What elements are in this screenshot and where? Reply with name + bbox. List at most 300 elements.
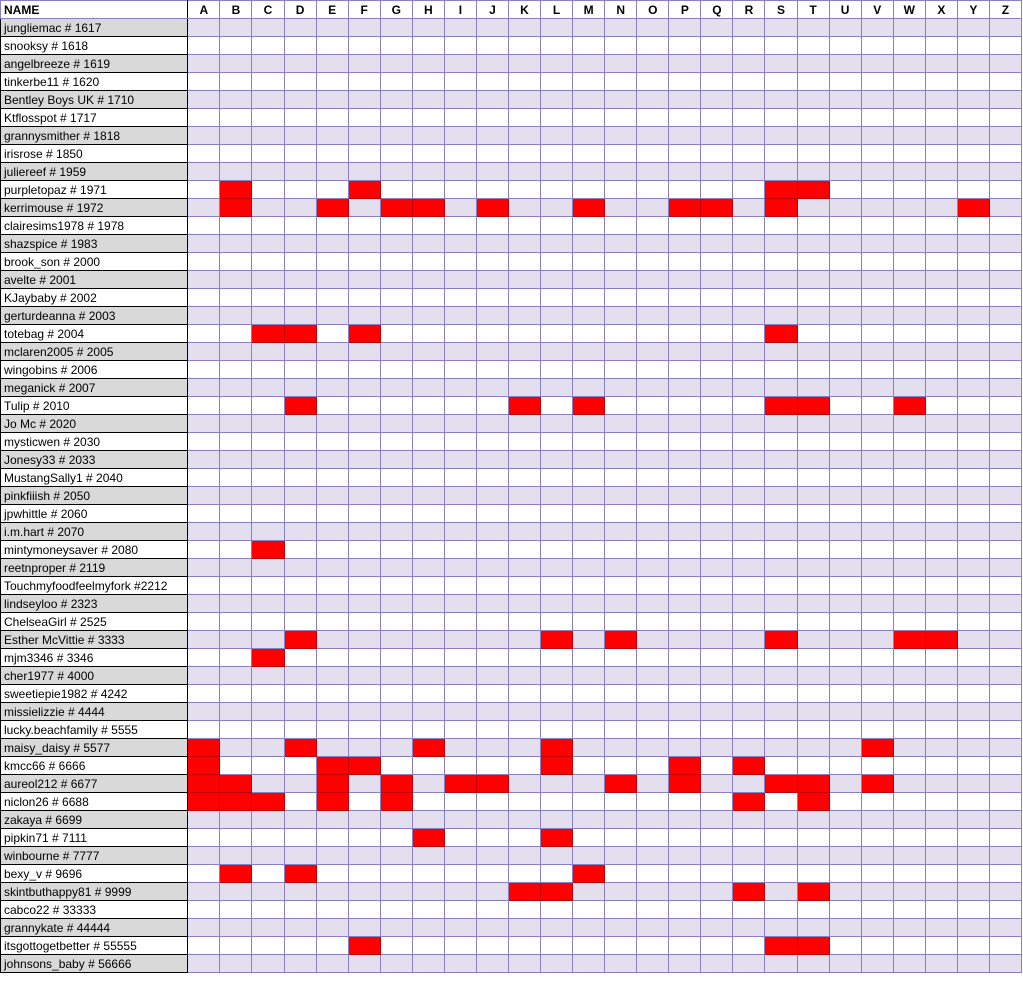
marked-cell[interactable]: [541, 883, 573, 901]
grid-cell[interactable]: [637, 829, 669, 847]
grid-cell[interactable]: [829, 523, 861, 541]
marked-cell[interactable]: [893, 631, 925, 649]
grid-cell[interactable]: [188, 865, 220, 883]
grid-cell[interactable]: [284, 37, 316, 55]
grid-cell[interactable]: [669, 649, 701, 667]
grid-cell[interactable]: [829, 145, 861, 163]
grid-cell[interactable]: [733, 667, 765, 685]
grid-cell[interactable]: [957, 19, 989, 37]
grid-cell[interactable]: [669, 937, 701, 955]
participant-name[interactable]: wingobins # 2006: [1, 361, 188, 379]
grid-cell[interactable]: [508, 433, 540, 451]
grid-cell[interactable]: [669, 289, 701, 307]
grid-cell[interactable]: [925, 865, 957, 883]
grid-cell[interactable]: [284, 523, 316, 541]
grid-cell[interactable]: [605, 937, 637, 955]
grid-cell[interactable]: [861, 955, 893, 973]
grid-cell[interactable]: [637, 883, 669, 901]
grid-cell[interactable]: [829, 865, 861, 883]
grid-cell[interactable]: [733, 559, 765, 577]
grid-cell[interactable]: [925, 307, 957, 325]
grid-cell[interactable]: [188, 415, 220, 433]
grid-cell[interactable]: [861, 757, 893, 775]
grid-cell[interactable]: [637, 469, 669, 487]
grid-cell[interactable]: [412, 343, 444, 361]
participant-name[interactable]: totebag # 2004: [1, 325, 188, 343]
grid-cell[interactable]: [284, 217, 316, 235]
marked-cell[interactable]: [412, 829, 444, 847]
grid-cell[interactable]: [220, 739, 252, 757]
grid-cell[interactable]: [957, 829, 989, 847]
marked-cell[interactable]: [573, 865, 605, 883]
grid-cell[interactable]: [893, 793, 925, 811]
grid-cell[interactable]: [989, 55, 1021, 73]
marked-cell[interactable]: [669, 757, 701, 775]
grid-cell[interactable]: [701, 649, 733, 667]
grid-cell[interactable]: [220, 955, 252, 973]
grid-cell[interactable]: [957, 469, 989, 487]
grid-cell[interactable]: [252, 253, 284, 271]
grid-cell[interactable]: [989, 217, 1021, 235]
grid-cell[interactable]: [605, 145, 637, 163]
grid-cell[interactable]: [541, 217, 573, 235]
grid-cell[interactable]: [476, 505, 508, 523]
grid-cell[interactable]: [444, 631, 476, 649]
grid-cell[interactable]: [508, 181, 540, 199]
grid-cell[interactable]: [701, 703, 733, 721]
grid-cell[interactable]: [829, 199, 861, 217]
grid-cell[interactable]: [637, 19, 669, 37]
grid-cell[interactable]: [476, 559, 508, 577]
grid-cell[interactable]: [573, 469, 605, 487]
grid-cell[interactable]: [669, 217, 701, 235]
grid-cell[interactable]: [605, 307, 637, 325]
grid-cell[interactable]: [605, 703, 637, 721]
grid-cell[interactable]: [733, 145, 765, 163]
grid-cell[interactable]: [348, 271, 380, 289]
grid-cell[interactable]: [925, 883, 957, 901]
grid-cell[interactable]: [989, 541, 1021, 559]
grid-cell[interactable]: [957, 865, 989, 883]
grid-cell[interactable]: [637, 397, 669, 415]
grid-cell[interactable]: [669, 127, 701, 145]
grid-cell[interactable]: [348, 19, 380, 37]
grid-cell[interactable]: [893, 757, 925, 775]
grid-cell[interactable]: [829, 631, 861, 649]
grid-cell[interactable]: [573, 649, 605, 667]
grid-cell[interactable]: [188, 163, 220, 181]
grid-cell[interactable]: [508, 271, 540, 289]
marked-cell[interactable]: [765, 397, 797, 415]
grid-cell[interactable]: [893, 847, 925, 865]
grid-cell[interactable]: [316, 451, 348, 469]
grid-cell[interactable]: [605, 73, 637, 91]
grid-cell[interactable]: [573, 811, 605, 829]
grid-cell[interactable]: [925, 217, 957, 235]
grid-cell[interactable]: [476, 649, 508, 667]
grid-cell[interactable]: [508, 199, 540, 217]
marked-cell[interactable]: [284, 397, 316, 415]
grid-cell[interactable]: [989, 685, 1021, 703]
grid-cell[interactable]: [925, 91, 957, 109]
grid-cell[interactable]: [893, 109, 925, 127]
grid-cell[interactable]: [605, 253, 637, 271]
grid-cell[interactable]: [989, 73, 1021, 91]
grid-cell[interactable]: [765, 721, 797, 739]
grid-cell[interactable]: [925, 811, 957, 829]
grid-cell[interactable]: [444, 91, 476, 109]
grid-cell[interactable]: [765, 37, 797, 55]
grid-cell[interactable]: [829, 703, 861, 721]
grid-cell[interactable]: [861, 199, 893, 217]
column-header-q[interactable]: Q: [701, 1, 733, 19]
grid-cell[interactable]: [637, 307, 669, 325]
grid-cell[interactable]: [444, 433, 476, 451]
grid-cell[interactable]: [669, 685, 701, 703]
grid-cell[interactable]: [989, 19, 1021, 37]
grid-cell[interactable]: [188, 685, 220, 703]
grid-cell[interactable]: [893, 307, 925, 325]
grid-cell[interactable]: [476, 415, 508, 433]
grid-cell[interactable]: [541, 541, 573, 559]
grid-cell[interactable]: [829, 595, 861, 613]
grid-cell[interactable]: [380, 739, 412, 757]
grid-cell[interactable]: [348, 919, 380, 937]
participant-name[interactable]: niclon26 # 6688: [1, 793, 188, 811]
grid-cell[interactable]: [733, 397, 765, 415]
grid-cell[interactable]: [797, 145, 829, 163]
grid-cell[interactable]: [637, 163, 669, 181]
grid-cell[interactable]: [316, 325, 348, 343]
grid-cell[interactable]: [605, 199, 637, 217]
grid-cell[interactable]: [829, 847, 861, 865]
grid-cell[interactable]: [637, 577, 669, 595]
grid-cell[interactable]: [188, 919, 220, 937]
grid-cell[interactable]: [444, 109, 476, 127]
grid-cell[interactable]: [476, 631, 508, 649]
grid-cell[interactable]: [989, 793, 1021, 811]
grid-cell[interactable]: [252, 91, 284, 109]
grid-cell[interactable]: [797, 865, 829, 883]
grid-cell[interactable]: [508, 865, 540, 883]
grid-cell[interactable]: [348, 415, 380, 433]
grid-cell[interactable]: [316, 721, 348, 739]
grid-cell[interactable]: [733, 415, 765, 433]
grid-cell[interactable]: [380, 847, 412, 865]
grid-cell[interactable]: [797, 577, 829, 595]
grid-cell[interactable]: [252, 955, 284, 973]
grid-cell[interactable]: [637, 217, 669, 235]
grid-cell[interactable]: [957, 433, 989, 451]
grid-cell[interactable]: [637, 289, 669, 307]
grid-cell[interactable]: [925, 55, 957, 73]
grid-cell[interactable]: [701, 19, 733, 37]
grid-cell[interactable]: [861, 307, 893, 325]
grid-cell[interactable]: [476, 685, 508, 703]
grid-cell[interactable]: [348, 199, 380, 217]
grid-cell[interactable]: [957, 415, 989, 433]
grid-cell[interactable]: [284, 559, 316, 577]
grid-cell[interactable]: [893, 55, 925, 73]
grid-cell[interactable]: [316, 235, 348, 253]
grid-cell[interactable]: [701, 865, 733, 883]
grid-cell[interactable]: [733, 775, 765, 793]
grid-cell[interactable]: [348, 343, 380, 361]
grid-cell[interactable]: [861, 883, 893, 901]
grid-cell[interactable]: [893, 73, 925, 91]
grid-cell[interactable]: [220, 757, 252, 775]
grid-cell[interactable]: [733, 19, 765, 37]
marked-cell[interactable]: [573, 397, 605, 415]
grid-cell[interactable]: [188, 217, 220, 235]
grid-cell[interactable]: [829, 487, 861, 505]
grid-cell[interactable]: [444, 487, 476, 505]
grid-cell[interactable]: [957, 937, 989, 955]
grid-cell[interactable]: [829, 307, 861, 325]
grid-cell[interactable]: [188, 55, 220, 73]
grid-cell[interactable]: [605, 523, 637, 541]
grid-cell[interactable]: [412, 325, 444, 343]
grid-cell[interactable]: [893, 811, 925, 829]
grid-cell[interactable]: [637, 37, 669, 55]
grid-cell[interactable]: [412, 721, 444, 739]
grid-cell[interactable]: [412, 505, 444, 523]
grid-cell[interactable]: [412, 523, 444, 541]
grid-cell[interactable]: [348, 667, 380, 685]
grid-cell[interactable]: [573, 901, 605, 919]
grid-cell[interactable]: [669, 109, 701, 127]
grid-cell[interactable]: [316, 55, 348, 73]
grid-cell[interactable]: [957, 343, 989, 361]
grid-cell[interactable]: [701, 901, 733, 919]
grid-cell[interactable]: [284, 55, 316, 73]
grid-cell[interactable]: [541, 253, 573, 271]
grid-cell[interactable]: [508, 217, 540, 235]
grid-cell[interactable]: [957, 271, 989, 289]
grid-cell[interactable]: [925, 595, 957, 613]
grid-cell[interactable]: [925, 289, 957, 307]
grid-cell[interactable]: [188, 649, 220, 667]
grid-cell[interactable]: [893, 667, 925, 685]
marked-cell[interactable]: [284, 865, 316, 883]
grid-cell[interactable]: [989, 613, 1021, 631]
participant-name[interactable]: winbourne # 7777: [1, 847, 188, 865]
grid-cell[interactable]: [957, 559, 989, 577]
grid-cell[interactable]: [252, 613, 284, 631]
grid-cell[interactable]: [637, 919, 669, 937]
grid-cell[interactable]: [220, 361, 252, 379]
grid-cell[interactable]: [829, 361, 861, 379]
grid-cell[interactable]: [669, 523, 701, 541]
grid-cell[interactable]: [348, 631, 380, 649]
column-header-r[interactable]: R: [733, 1, 765, 19]
grid-cell[interactable]: [669, 847, 701, 865]
grid-cell[interactable]: [380, 91, 412, 109]
grid-cell[interactable]: [476, 37, 508, 55]
grid-cell[interactable]: [701, 847, 733, 865]
grid-cell[interactable]: [252, 307, 284, 325]
grid-cell[interactable]: [605, 739, 637, 757]
grid-cell[interactable]: [829, 433, 861, 451]
grid-cell[interactable]: [508, 145, 540, 163]
grid-cell[interactable]: [444, 199, 476, 217]
grid-cell[interactable]: [252, 631, 284, 649]
grid-cell[interactable]: [861, 559, 893, 577]
grid-cell[interactable]: [252, 199, 284, 217]
grid-cell[interactable]: [893, 253, 925, 271]
grid-cell[interactable]: [925, 505, 957, 523]
grid-cell[interactable]: [605, 235, 637, 253]
grid-cell[interactable]: [508, 667, 540, 685]
grid-cell[interactable]: [861, 937, 893, 955]
column-header-c[interactable]: C: [252, 1, 284, 19]
grid-cell[interactable]: [284, 793, 316, 811]
grid-cell[interactable]: [476, 829, 508, 847]
grid-cell[interactable]: [252, 289, 284, 307]
grid-cell[interactable]: [573, 415, 605, 433]
grid-cell[interactable]: [957, 307, 989, 325]
column-header-j[interactable]: J: [476, 1, 508, 19]
grid-cell[interactable]: [925, 523, 957, 541]
grid-cell[interactable]: [765, 451, 797, 469]
participant-name[interactable]: Esther McVittie # 3333: [1, 631, 188, 649]
grid-cell[interactable]: [252, 685, 284, 703]
grid-cell[interactable]: [797, 739, 829, 757]
grid-cell[interactable]: [797, 235, 829, 253]
marked-cell[interactable]: [765, 199, 797, 217]
grid-cell[interactable]: [573, 109, 605, 127]
grid-cell[interactable]: [380, 217, 412, 235]
grid-cell[interactable]: [380, 379, 412, 397]
grid-cell[interactable]: [605, 505, 637, 523]
grid-cell[interactable]: [220, 901, 252, 919]
grid-cell[interactable]: [637, 199, 669, 217]
grid-cell[interactable]: [701, 415, 733, 433]
grid-cell[interactable]: [188, 397, 220, 415]
marked-cell[interactable]: [765, 775, 797, 793]
grid-cell[interactable]: [252, 577, 284, 595]
grid-cell[interactable]: [605, 559, 637, 577]
grid-cell[interactable]: [508, 631, 540, 649]
grid-cell[interactable]: [444, 217, 476, 235]
grid-cell[interactable]: [605, 721, 637, 739]
grid-cell[interactable]: [220, 667, 252, 685]
grid-cell[interactable]: [412, 73, 444, 91]
grid-cell[interactable]: [541, 469, 573, 487]
grid-cell[interactable]: [380, 307, 412, 325]
grid-cell[interactable]: [829, 955, 861, 973]
grid-cell[interactable]: [348, 235, 380, 253]
grid-cell[interactable]: [989, 415, 1021, 433]
grid-cell[interactable]: [797, 199, 829, 217]
grid-cell[interactable]: [765, 145, 797, 163]
grid-cell[interactable]: [252, 343, 284, 361]
grid-cell[interactable]: [444, 721, 476, 739]
grid-cell[interactable]: [669, 91, 701, 109]
grid-cell[interactable]: [476, 721, 508, 739]
marked-cell[interactable]: [412, 739, 444, 757]
grid-cell[interactable]: [220, 109, 252, 127]
grid-cell[interactable]: [380, 487, 412, 505]
grid-cell[interactable]: [316, 541, 348, 559]
grid-cell[interactable]: [989, 487, 1021, 505]
grid-cell[interactable]: [701, 757, 733, 775]
grid-cell[interactable]: [188, 433, 220, 451]
grid-cell[interactable]: [573, 919, 605, 937]
grid-cell[interactable]: [188, 73, 220, 91]
grid-cell[interactable]: [701, 487, 733, 505]
participant-name[interactable]: i.m.hart # 2070: [1, 523, 188, 541]
grid-cell[interactable]: [957, 55, 989, 73]
grid-cell[interactable]: [508, 325, 540, 343]
grid-cell[interactable]: [573, 685, 605, 703]
grid-cell[interactable]: [220, 91, 252, 109]
grid-cell[interactable]: [380, 181, 412, 199]
grid-cell[interactable]: [541, 343, 573, 361]
grid-cell[interactable]: [861, 865, 893, 883]
grid-cell[interactable]: [348, 91, 380, 109]
grid-cell[interactable]: [829, 739, 861, 757]
grid-cell[interactable]: [316, 289, 348, 307]
grid-cell[interactable]: [861, 811, 893, 829]
grid-cell[interactable]: [925, 649, 957, 667]
grid-cell[interactable]: [573, 595, 605, 613]
grid-cell[interactable]: [284, 505, 316, 523]
grid-cell[interactable]: [380, 163, 412, 181]
grid-cell[interactable]: [989, 127, 1021, 145]
participant-name[interactable]: irisrose # 1850: [1, 145, 188, 163]
grid-cell[interactable]: [733, 865, 765, 883]
grid-cell[interactable]: [605, 361, 637, 379]
grid-cell[interactable]: [284, 19, 316, 37]
grid-cell[interactable]: [989, 235, 1021, 253]
grid-cell[interactable]: [669, 19, 701, 37]
grid-cell[interactable]: [829, 325, 861, 343]
grid-cell[interactable]: [989, 199, 1021, 217]
grid-cell[interactable]: [412, 901, 444, 919]
grid-cell[interactable]: [316, 361, 348, 379]
grid-cell[interactable]: [637, 73, 669, 91]
grid-cell[interactable]: [669, 505, 701, 523]
participant-name[interactable]: KJaybaby # 2002: [1, 289, 188, 307]
grid-cell[interactable]: [220, 631, 252, 649]
grid-cell[interactable]: [861, 721, 893, 739]
marked-cell[interactable]: [284, 739, 316, 757]
grid-cell[interactable]: [605, 55, 637, 73]
marked-cell[interactable]: [765, 181, 797, 199]
participant-name[interactable]: lindseyloo # 2323: [1, 595, 188, 613]
grid-cell[interactable]: [252, 829, 284, 847]
grid-cell[interactable]: [829, 541, 861, 559]
grid-cell[interactable]: [508, 595, 540, 613]
grid-cell[interactable]: [573, 343, 605, 361]
grid-cell[interactable]: [765, 415, 797, 433]
grid-cell[interactable]: [605, 595, 637, 613]
grid-cell[interactable]: [188, 253, 220, 271]
grid-cell[interactable]: [925, 361, 957, 379]
grid-cell[interactable]: [733, 235, 765, 253]
grid-cell[interactable]: [701, 55, 733, 73]
grid-cell[interactable]: [861, 415, 893, 433]
grid-cell[interactable]: [380, 127, 412, 145]
grid-cell[interactable]: [957, 613, 989, 631]
participant-name[interactable]: skintbuthappy81 # 9999: [1, 883, 188, 901]
grid-cell[interactable]: [573, 541, 605, 559]
column-header-a[interactable]: A: [188, 1, 220, 19]
grid-cell[interactable]: [380, 541, 412, 559]
grid-cell[interactable]: [925, 469, 957, 487]
grid-cell[interactable]: [348, 289, 380, 307]
